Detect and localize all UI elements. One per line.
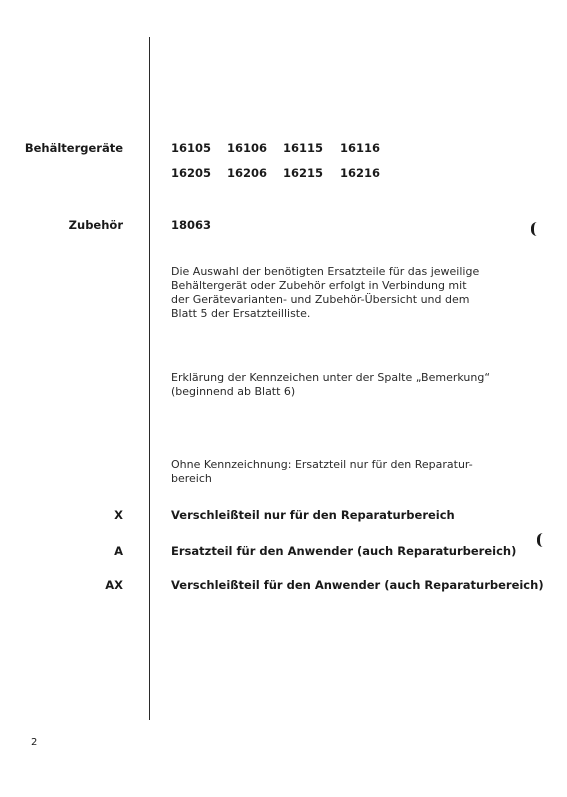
unmarked-paragraph: Ohne Kennzeichnung: Ersatzteil nur für den Reparatur- bereich	[171, 458, 473, 485]
legend-text: Verschleißteil für den Anwender (auch Reparaturbereich)	[171, 578, 544, 592]
device-code: 16206	[227, 166, 268, 180]
device-code: 16105	[171, 141, 212, 155]
vertical-rule	[149, 37, 150, 720]
legend-text: Ersatzteil für den Anwender (auch Reparaturbereich)	[171, 544, 517, 558]
devices-label: Behältergeräte	[24, 141, 123, 155]
device-code: 16215	[283, 166, 324, 180]
explanation-paragraph: Erklärung der Kennzeichen unter der Spalte „Bemerkung“ (beginnend ab Blatt 6)	[171, 371, 491, 398]
device-code: 16216	[340, 166, 381, 180]
device-code: 16115	[283, 141, 324, 155]
legend-key: AX	[105, 578, 123, 592]
accessory-code: 18063	[171, 218, 212, 232]
page-number: 2	[31, 737, 38, 748]
legend-text: Verschleißteil nur für den Reparaturbereich	[171, 508, 455, 522]
device-code: 16116	[340, 141, 381, 155]
accessory-label: Zubehör	[68, 218, 123, 232]
margin-mark	[537, 533, 545, 547]
device-code: 16106	[227, 141, 268, 155]
device-code: 16205	[171, 166, 212, 180]
selection-paragraph: Die Auswahl der benötigten Ersatzteile für das jeweilige Behältergerät oder Zubehör erfolgt in Verbindung mit der Gerätevarianten- und Zubehör-Übersicht und dem Blatt 5 der Ersatzteilliste.	[171, 265, 480, 320]
legend-key: X	[114, 508, 123, 522]
margin-mark	[531, 222, 539, 236]
legend-key: A	[114, 544, 123, 558]
